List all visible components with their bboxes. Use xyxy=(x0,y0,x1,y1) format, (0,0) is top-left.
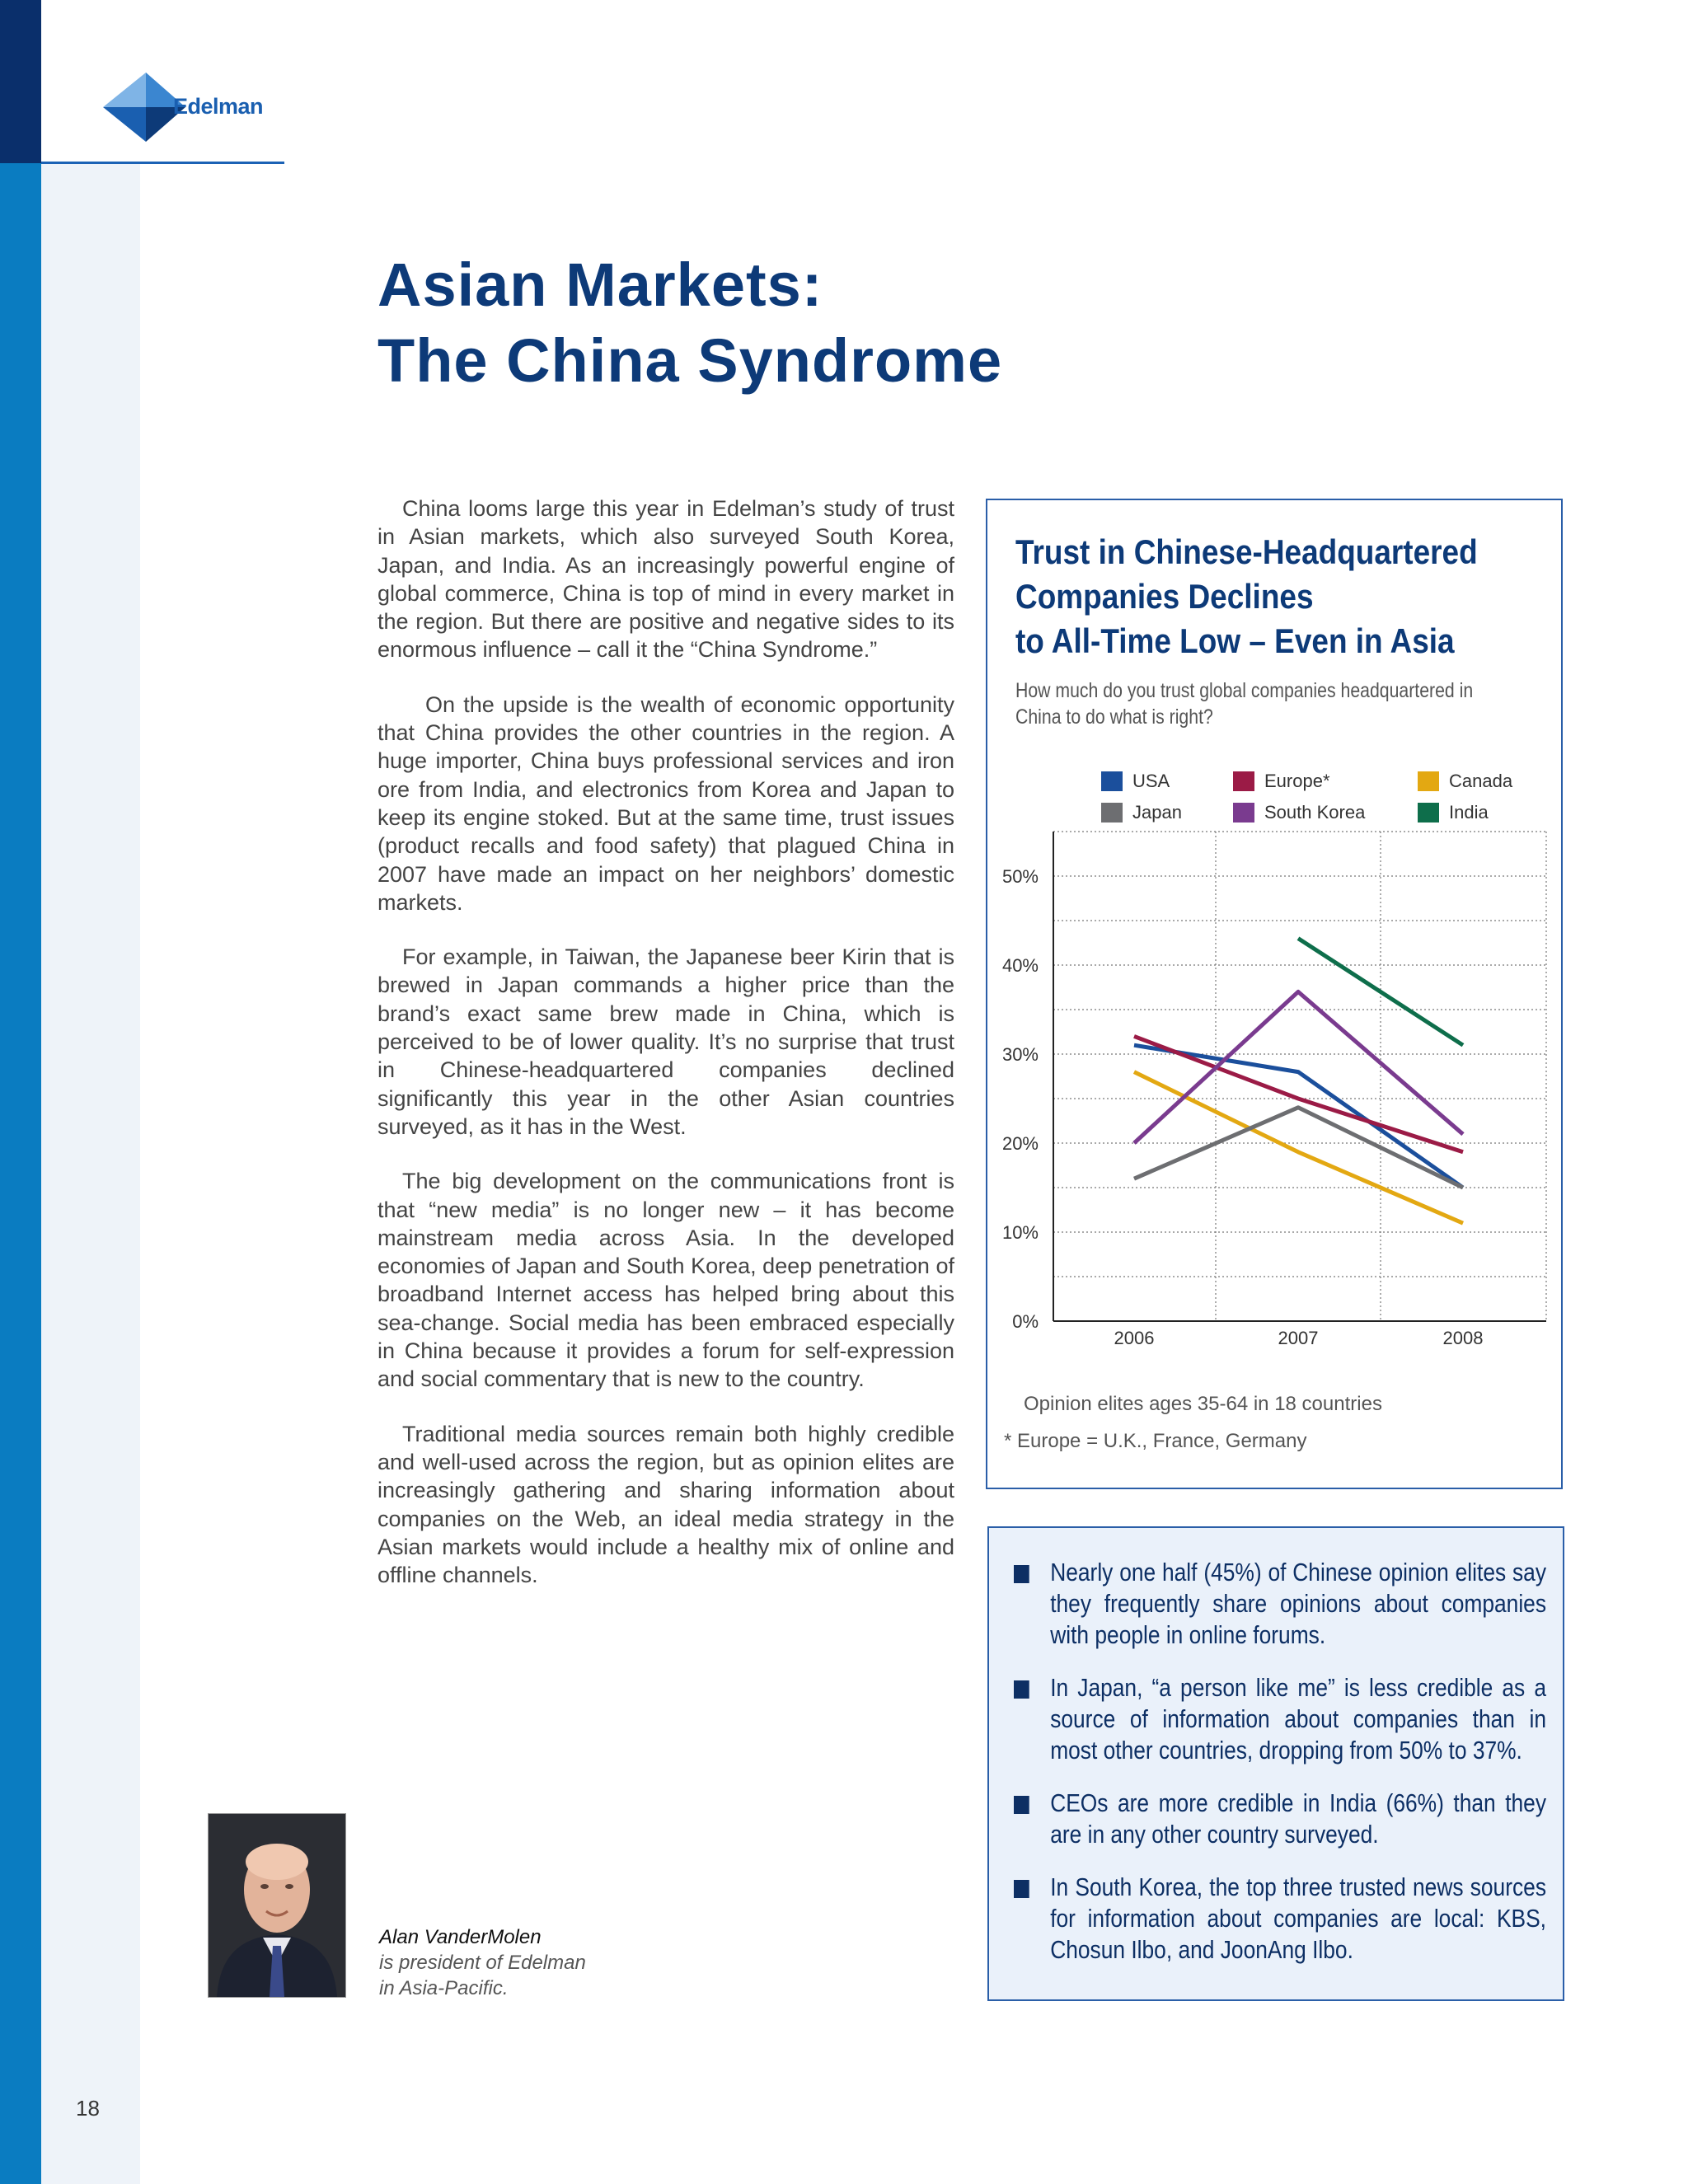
chart-title-line: to All-Time Low – Even in Asia xyxy=(1015,621,1455,660)
highlights-panel xyxy=(987,1526,1564,2001)
author-photo xyxy=(208,1813,346,1998)
legend-label: Canada xyxy=(1449,771,1513,791)
chart-title xyxy=(1015,530,1479,663)
y-tick-label: 10% xyxy=(1001,1222,1039,1243)
legend-label: Europe* xyxy=(1264,771,1330,791)
y-tick-label: 40% xyxy=(1001,955,1039,976)
bullet-square-icon xyxy=(1014,1565,1029,1583)
highlights-list xyxy=(1014,1557,1546,1987)
series-line-canada xyxy=(1134,1072,1463,1224)
author-role: is president of Edelman xyxy=(379,1952,586,1974)
page-number: 18 xyxy=(76,2096,100,2121)
sidebar-light-band xyxy=(41,163,140,2184)
header-rule xyxy=(41,162,284,164)
sidebar-top-band xyxy=(0,0,41,163)
series-line-india xyxy=(1298,939,1463,1046)
legend-item-south-korea xyxy=(1233,802,1365,823)
body-paragraph: The big development on the communications front is that “new media” is no longer new – it has become mainstream media across Asia. In the developed economies of Japan and South Korea, deep penetration of broadband Internet access has helped bring about this sea-change. Social media has been embraced especially in China because it provides a forum for self-expression and social commentary that is new to the country. xyxy=(377,1169,954,1392)
chart-panel xyxy=(986,499,1563,1489)
highlight-text: CEOs are more credible in India (66%) than they are in any other country surveyed. xyxy=(1050,1788,1546,1849)
bullet-square-icon xyxy=(1014,1796,1029,1814)
legend-label: USA xyxy=(1132,771,1170,791)
y-tick-label: 50% xyxy=(1001,866,1039,887)
legend-item-japan xyxy=(1101,802,1182,823)
legend-swatch xyxy=(1233,771,1254,791)
legend-item-europe xyxy=(1233,771,1330,792)
highlight-item xyxy=(1014,1672,1546,1766)
legend-swatch xyxy=(1418,803,1439,823)
sidebar-band xyxy=(0,163,41,2184)
body-paragraph: For example, in Taiwan, the Japanese beer Kirin that is brewed in Japan commands a higher price than the brand’s exact same brew made in China, which is perceived to be of lower quality. It’s no surprise that trust in Chinese-headquartered companies declined significantly this year in the other Asian countries surveyed, as it has in the West. xyxy=(377,944,954,1139)
author-role: in Asia-Pacific. xyxy=(379,1977,509,1999)
legend-label: South Korea xyxy=(1264,802,1366,823)
chart-title-line: Trust in Chinese-Headquartered xyxy=(1015,532,1478,571)
bullet-square-icon xyxy=(1014,1880,1029,1898)
series-line-usa xyxy=(1134,1045,1463,1188)
author-name: Alan VanderMolen xyxy=(379,1926,542,1948)
highlight-text: In Japan, “a person like me” is less credible as a source of information about companies than in most other countries, dropping from 50% to 37%. xyxy=(1050,1673,1546,1765)
x-tick-label: 2006 xyxy=(1114,1328,1155,1348)
logo-text: Edelman xyxy=(173,94,264,119)
y-tick-label: 20% xyxy=(1001,1133,1039,1154)
legend-swatch xyxy=(1418,771,1439,791)
page-title-line-1: Asian Markets: xyxy=(377,251,823,319)
legend-item-usa xyxy=(1101,771,1170,792)
x-tick-label: 2007 xyxy=(1278,1328,1319,1348)
y-tick-label: 0% xyxy=(1012,1311,1039,1332)
body-paragraph: On the upside is the wealth of economic opportunity that China provides the other countries in the region. A huge importer, China buys professional services and iron ore from India, and electronics from Korea and Japan to keep its engine stoked. But at the same time, trust issues (product recalls and food safety) that plagued China in 2007 have made an impact on her neighbors’ domestic markets. xyxy=(377,691,954,915)
y-tick-label: 30% xyxy=(1001,1044,1039,1065)
highlight-text: Nearly one half (45%) of Chinese opinion elites say they frequently share opinions about companies with people in online forums. xyxy=(1050,1558,1546,1649)
body-paragraph: Traditional media sources remain both highly credible and well-used across the region, but as opinion elites are increasingly gathering and sharing information about companies on the Web, an ideal media strategy in the Asian markets would include a healthy mix of online and offline channels. xyxy=(377,1421,954,1588)
highlight-text: In South Korea, the top three trusted news sources for information about companies are local: KBS, Chosun Ilbo, and JoonAng Ilbo. xyxy=(1050,1872,1546,1964)
chart-title-line: Companies Declines xyxy=(1015,577,1314,616)
chart-subtitle: How much do you trust global companies headquartered in China to do what is right? xyxy=(1015,679,1474,729)
article-body xyxy=(377,494,954,1615)
line-chart xyxy=(987,822,1564,1348)
legend-label: Japan xyxy=(1132,802,1182,823)
legend-swatch xyxy=(1101,803,1123,823)
legend-swatch xyxy=(1101,771,1123,791)
body-paragraph: China looms large this year in Edelman’s study of trust in Asian markets, which also surveyed South Korea, Japan, and India. As an increasingly powerful engine of global commerce, China is top of mind in every market in the region. But there are positive and negative sides to its enormous influence – call it the “China Syndrome.” xyxy=(377,496,954,663)
highlight-item xyxy=(1014,1788,1546,1850)
page-title-line-2: The China Syndrome xyxy=(377,326,1003,395)
x-tick-label: 2008 xyxy=(1442,1328,1484,1348)
legend-item-india xyxy=(1418,802,1489,823)
highlight-item xyxy=(1014,1557,1546,1651)
author-caption xyxy=(379,1924,586,2001)
series-line-japan xyxy=(1134,1108,1463,1188)
legend-swatch xyxy=(1233,803,1254,823)
legend-item-canada xyxy=(1418,771,1512,792)
chart-note: Opinion elites ages 35-64 in 18 countries xyxy=(1024,1393,1382,1415)
page-title xyxy=(377,247,1002,399)
legend-label: India xyxy=(1449,802,1489,823)
highlight-item xyxy=(1014,1872,1546,1966)
bullet-square-icon xyxy=(1014,1680,1029,1699)
chart-footnote: * Europe = U.K., France, Germany xyxy=(1004,1430,1307,1452)
